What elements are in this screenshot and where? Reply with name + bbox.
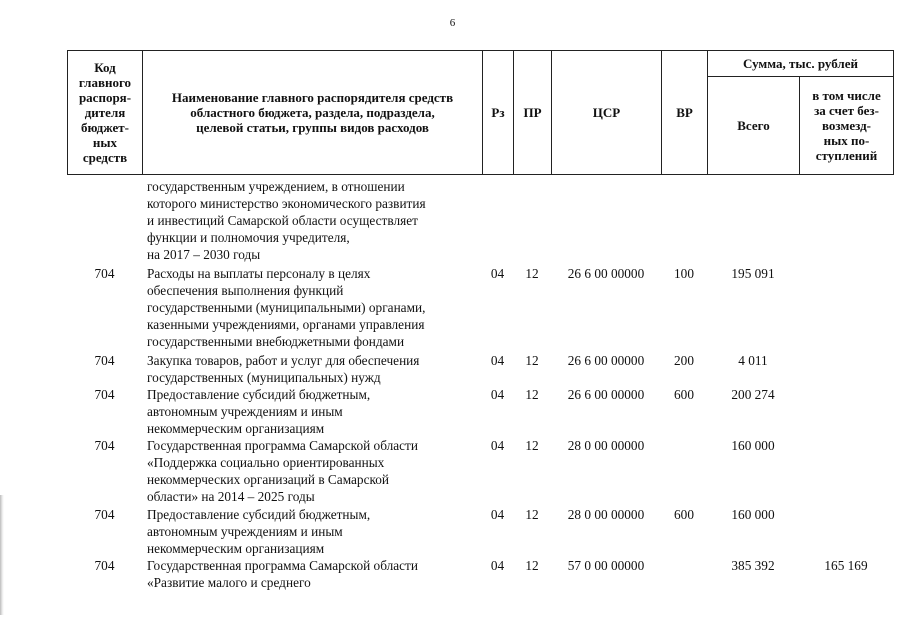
row-pr <box>513 178 551 265</box>
table-body <box>67 178 893 593</box>
row-pr: 12 <box>525 353 539 368</box>
header-name: Наименование главного распорядителя средств областного бюджета, раздела, подраздела, целевой статьи, группы видов расходов <box>143 51 483 175</box>
row-code <box>67 178 142 265</box>
header-vr: ВР <box>662 51 708 175</box>
row-csr: 28 0 00 00000 <box>567 507 645 522</box>
header-total: Всего <box>708 77 800 175</box>
row-rz: 04 <box>490 558 505 573</box>
row-incl <box>799 506 893 557</box>
row-name: государственным учреждением, в отношении которого министерство экономического развития и инвестиций Самарской области осуществляет функции и полномочия учредителя, на 2017 – 2030 годы <box>147 179 426 262</box>
row-rz <box>482 178 513 265</box>
table-row <box>67 506 893 557</box>
row-vr <box>661 178 707 265</box>
row-pr: 12 <box>525 558 539 573</box>
row-incl <box>799 437 893 506</box>
row-rz: 04 <box>490 266 505 281</box>
row-pr: 12 <box>525 507 539 522</box>
row-csr: 26 6 00 00000 <box>567 353 645 368</box>
row-total <box>707 178 799 265</box>
row-incl: 165 169 <box>824 558 868 573</box>
row-code: 704 <box>94 353 115 368</box>
row-vr: 600 <box>674 507 694 522</box>
header-sum-group: Сумма, тыс. рублей <box>708 51 894 77</box>
row-total: 200 274 <box>731 387 775 402</box>
table-header <box>67 50 894 175</box>
header-incl: в том числе за счет без- возмезд- ных по- ступлений <box>800 77 894 175</box>
row-name: Закупка товаров, работ и услуг для обеспечения государственных (муниципальных) нужд <box>147 353 420 385</box>
row-rz: 04 <box>490 507 505 522</box>
table-row <box>67 437 893 506</box>
row-vr <box>661 437 707 506</box>
table-row <box>67 386 893 437</box>
header-rz: Рз <box>483 51 514 175</box>
row-total: 160 000 <box>731 507 775 522</box>
row-csr: 26 6 00 00000 <box>567 266 645 281</box>
row-total: 195 091 <box>731 266 775 281</box>
row-pr: 12 <box>525 387 539 402</box>
row-rz: 04 <box>490 353 505 368</box>
header-pr: ПР <box>514 51 552 175</box>
row-name: Предоставление субсидий бюджетным, автономным учреждениям и иным некоммерческим организациям <box>147 387 371 436</box>
table-row <box>67 178 893 265</box>
row-vr <box>661 557 707 593</box>
header-csr: ЦСР <box>552 51 662 175</box>
row-csr: 28 0 00 00000 <box>567 438 645 453</box>
row-code: 704 <box>94 438 115 453</box>
row-total: 160 000 <box>731 438 775 453</box>
row-csr: 57 0 00 00000 <box>567 558 645 573</box>
header-code: Код главного распоря- дителя бюджет- ных средств <box>68 51 143 175</box>
row-vr: 200 <box>674 353 694 368</box>
row-name: Государственная программа Самарской области «Поддержка социально ориентированных некоммерческих организаций в Самарской области» на 2014 – 2025 годы <box>147 438 418 504</box>
row-pr: 12 <box>525 266 539 281</box>
row-pr: 12 <box>525 438 539 453</box>
table-row <box>67 265 893 352</box>
row-code: 704 <box>94 558 115 573</box>
table-row <box>67 557 893 593</box>
row-total: 4 011 <box>738 353 768 368</box>
row-code: 704 <box>94 266 115 281</box>
row-csr: 26 6 00 00000 <box>567 387 645 402</box>
row-code: 704 <box>94 507 115 522</box>
row-total: 385 392 <box>731 558 775 573</box>
row-incl <box>799 265 893 352</box>
scan-edge-artifact <box>0 495 4 615</box>
row-rz: 04 <box>490 387 505 402</box>
row-name: Государственная программа Самарской области «Развитие малого и среднего <box>147 558 418 590</box>
row-incl <box>799 178 893 265</box>
table-row <box>67 352 893 386</box>
row-csr <box>551 178 661 265</box>
row-incl <box>799 352 893 386</box>
row-name: Предоставление субсидий бюджетным, автономным учреждениям и иным некоммерческим организациям <box>147 507 371 556</box>
row-vr: 100 <box>674 266 694 281</box>
row-rz: 04 <box>490 438 505 453</box>
row-name: Расходы на выплаты персоналу в целях обеспечения выполнения функций государственными (муниципальными) органами, казенными учреждениями, органами управления государственными внебюджетными фондами <box>147 266 426 349</box>
row-incl <box>799 386 893 437</box>
page-number: 6 <box>449 17 456 29</box>
row-vr: 600 <box>674 387 694 402</box>
row-code: 704 <box>94 387 115 402</box>
